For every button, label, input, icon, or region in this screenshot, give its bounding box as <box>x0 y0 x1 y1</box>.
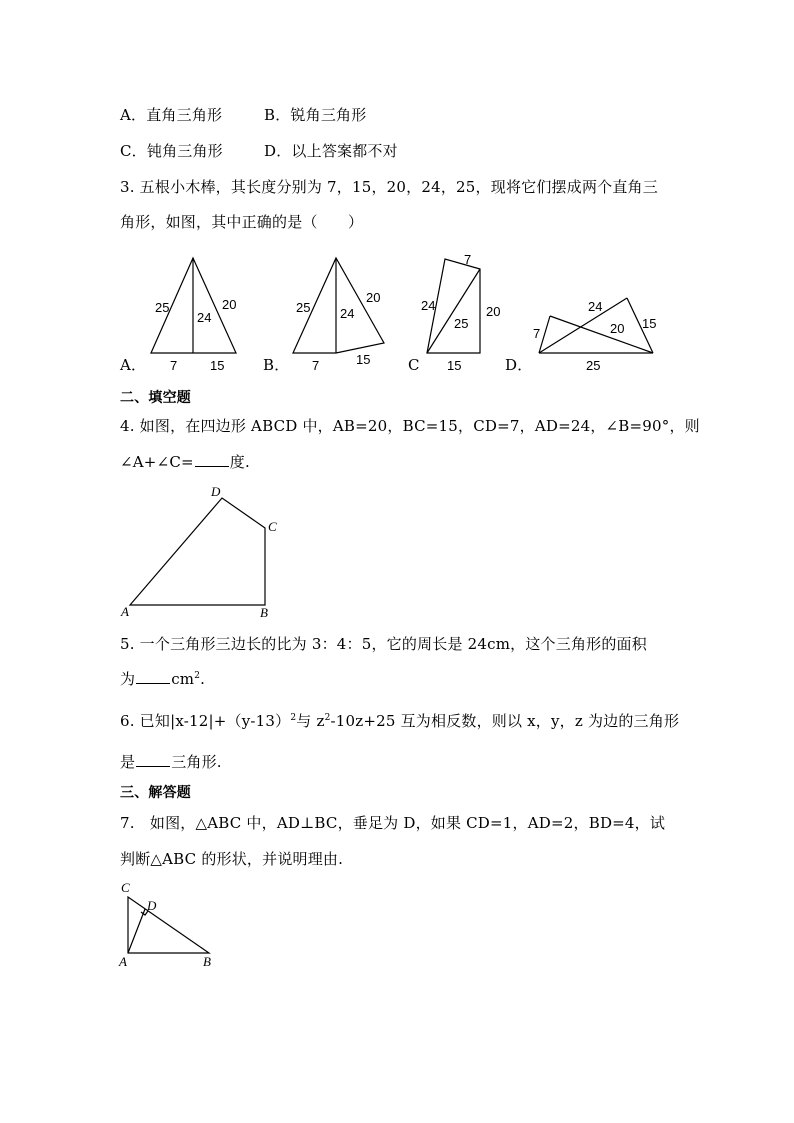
q3-option-a-label: A． <box>120 356 147 374</box>
q3-stem-line2: 角形，如图，其中正确的是（ ） <box>120 213 364 231</box>
q7-triangle <box>128 897 209 953</box>
q3-option-d-label: D． <box>505 356 533 374</box>
fig-a-label-mid: 24 <box>197 310 212 325</box>
q5-line2-end: . <box>200 670 206 688</box>
q5-unit: cm <box>171 670 195 688</box>
fig-d-label-left: 7 <box>533 326 541 341</box>
q7-altitude-ad <box>128 909 145 953</box>
fig-c-label-bottom: 15 <box>447 358 462 373</box>
fig-c-label-top: 7 <box>464 252 472 267</box>
fig-b-label-left: 25 <box>296 300 311 315</box>
q4-label-d: D <box>211 484 221 499</box>
q4-label-a: A <box>121 604 129 619</box>
fig-a-label-bl: 7 <box>170 358 178 373</box>
q4-label-c: C <box>268 519 277 534</box>
fig-d-label-top: 24 <box>588 299 603 314</box>
q4-line2-prefix: ∠A+∠C= <box>120 453 194 471</box>
fig-d-label-bottom: 25 <box>586 358 601 373</box>
q3-option-c-label: C <box>408 356 420 374</box>
q2-option-b: B．锐角三角形 <box>264 106 367 124</box>
q4-line2-suffix: 度. <box>229 453 250 471</box>
fig-b-label-br: 15 <box>356 352 371 367</box>
q4-stem-line1: 4. 如图，在四边形 ABCD 中，AB=20，BC=15，CD=7，AD=24，∠B=90°，则 <box>120 417 700 435</box>
q5-stem-line1: 5. 一个三角形三边长的比为 3：4：5，它的周长是 24cm，这个三角形的面积 <box>120 635 647 653</box>
fig-c-label-right: 20 <box>486 304 501 319</box>
section-heading-fill-in: 二、填空题 <box>120 390 191 406</box>
fig-a-label-br: 15 <box>210 358 225 373</box>
q3-stem-line1: 3. 五根小木棒，其长度分别为 7，15，20，24，25，现将它们摆成两个直角三 <box>120 178 658 196</box>
q6-line2-suffix: 三角形. <box>171 753 222 771</box>
q7-label-a: A <box>119 954 127 969</box>
fig-b-label-right: 20 <box>366 290 381 305</box>
q6-part2: 与 z <box>296 712 325 730</box>
q5-line2-prefix: 为 <box>120 670 136 688</box>
q6-part3: -10z+25 互为相反数，则以 x，y，z 为边的三角形 <box>330 712 680 730</box>
fig-a-label-right: 20 <box>222 297 237 312</box>
fig-a-label-left: 25 <box>155 300 170 315</box>
q7-label-c: C <box>121 880 130 895</box>
q4-label-b: B <box>260 605 268 620</box>
q7-stem-line1: 7. 如图，△ABC 中，AD⊥BC，垂足为 D，如果 CD=1，AD=2，BD=4，试 <box>120 814 666 832</box>
q7-label-b: B <box>203 954 211 969</box>
q2-option-c: C．钝角三角形 <box>120 142 223 160</box>
fig-b-label-bl: 7 <box>312 358 320 373</box>
q7-label-d: D <box>147 898 157 913</box>
fig-c-label-left: 24 <box>421 298 436 313</box>
q6-exponent-1: 2 <box>290 713 297 723</box>
fig-b-label-mid: 24 <box>340 306 355 321</box>
q6-exponent-2: 2 <box>324 713 331 723</box>
q5-unit-exponent: 2 <box>194 671 201 681</box>
q6-part1: 6. 已知|x-12|+（y-13） <box>120 712 291 730</box>
q2-option-d: D．以上答案都不对 <box>264 142 398 160</box>
fig-d-label-inner: 20 <box>610 321 625 336</box>
q6-line2-prefix: 是 <box>120 753 136 771</box>
q2-option-a: A．直角三角形 <box>120 106 223 124</box>
q3-option-b-label: B． <box>263 356 290 374</box>
section-heading-solve: 三、解答题 <box>120 785 191 801</box>
fig-c-label-diag: 25 <box>454 316 469 331</box>
fig-d-label-right: 15 <box>642 316 657 331</box>
q7-stem-line2: 判断△ABC 的形状，并说明理由. <box>120 850 344 868</box>
